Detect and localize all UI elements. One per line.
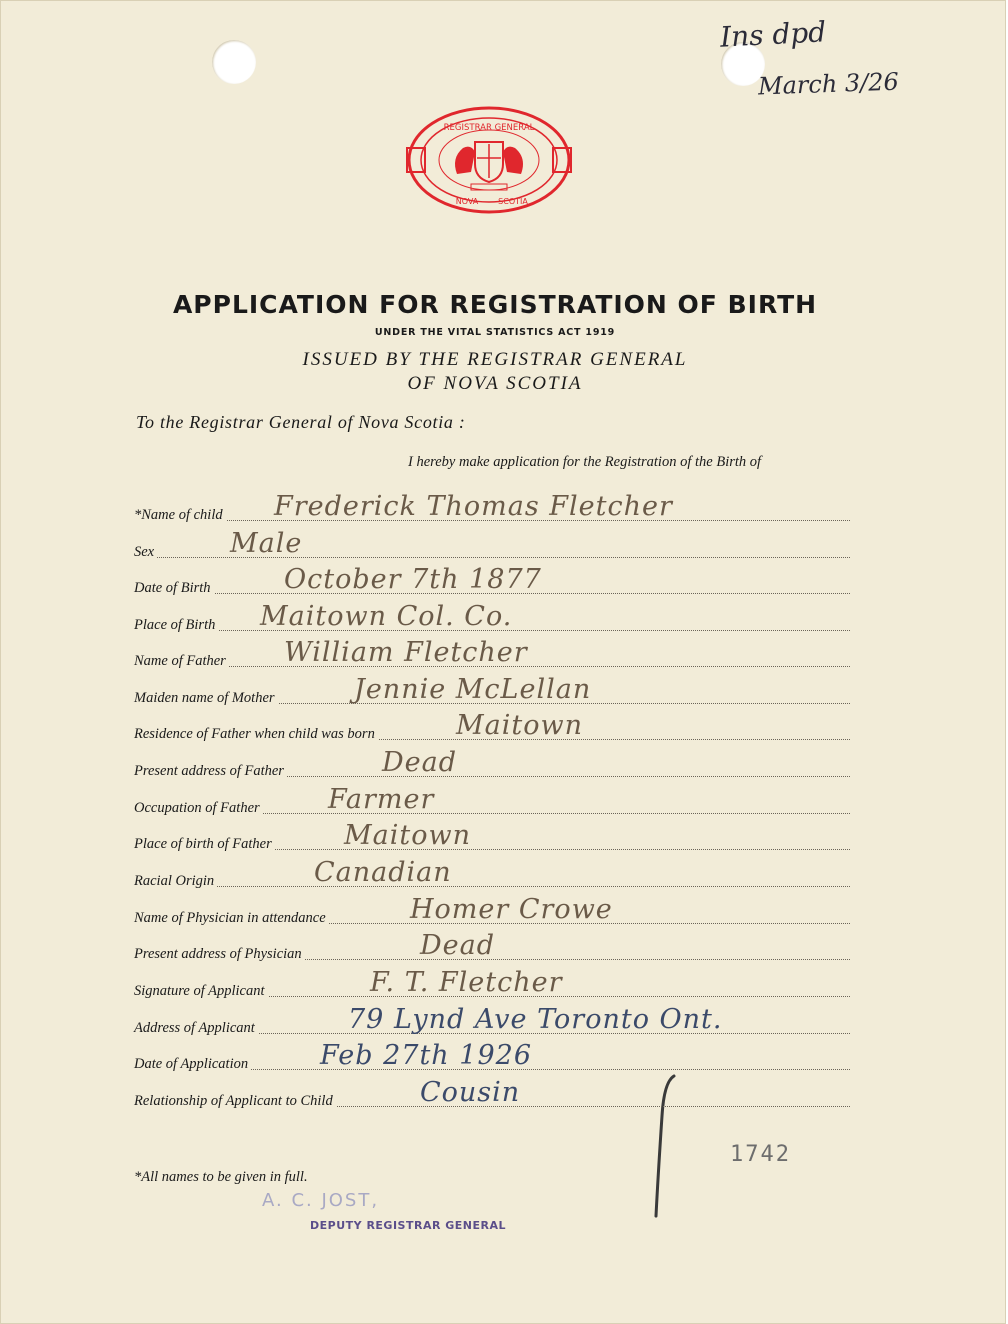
field-value-handwritten: October 7th 1877: [284, 564, 542, 595]
field-value-handwritten: 79 Lynd Ave Toronto Ont.: [348, 1004, 723, 1035]
field-value-handwritten: Feb 27th 1926: [320, 1040, 532, 1071]
field-value-handwritten: Frederick Thomas Fletcher: [274, 491, 673, 522]
issued-by: [150, 348, 840, 396]
field-label: Date of Birth: [134, 580, 214, 597]
field-value-handwritten: Dead: [382, 747, 458, 778]
field-row-address-of-applicant: [134, 1004, 850, 1037]
field-row-sex: [134, 528, 850, 561]
stamp-title: DEPUTY REGISTRAR GENERAL: [310, 1219, 507, 1232]
field-value-handwritten: William Fletcher: [284, 637, 528, 668]
seal-bottom-right-text: SCOTIA: [498, 197, 528, 206]
field-value-handwritten: Maitown: [344, 820, 471, 851]
field-value-handwritten: Male: [230, 528, 303, 559]
field-label: Relationship of Applicant to Child: [134, 1093, 336, 1110]
field-value-handwritten: Maitown Col. Co.: [260, 601, 513, 632]
field-dotted-line: [134, 886, 850, 887]
field-row-present-address-of-physician: [134, 930, 850, 963]
field-row-present-address-of-father: [134, 747, 850, 780]
field-label: Place of Birth: [134, 617, 218, 634]
field-value-handwritten: Maitown: [456, 710, 583, 741]
field-label: Occupation of Father: [134, 800, 263, 817]
field-value-handwritten: F. T. Fletcher: [370, 967, 563, 998]
field-value-handwritten: Farmer: [328, 784, 435, 815]
field-value-handwritten: Jennie McLellan: [354, 674, 592, 705]
field-row-occupation-of-father: [134, 784, 850, 817]
field-label: Address of Applicant: [134, 1020, 258, 1037]
field-row-relationship-of-applicant: [134, 1077, 850, 1110]
field-row-name-of-child: [134, 491, 850, 524]
field-label: Residence of Father when child was born: [134, 726, 378, 743]
seal-top-text: REGISTRAR GENERAL: [443, 123, 535, 133]
handwritten-corner-note-line2: March 3/26: [757, 67, 900, 101]
issued-by-line1: ISSUED BY THE REGISTRAR GENERAL: [302, 349, 688, 370]
field-value-handwritten: Canadian: [314, 857, 452, 888]
field-label: Present address of Physician: [134, 946, 305, 963]
field-label: Name of Physician in attendance: [134, 910, 329, 927]
intro-text: I hereby make application for the Registration of the Birth of: [408, 454, 762, 470]
registrar-general-seal-icon: [405, 104, 573, 216]
field-label: Place of birth of Father: [134, 836, 275, 853]
field-row-date-of-birth: [134, 564, 850, 597]
document-subtitle: UNDER THE VITAL STATISTICS ACT 1919: [374, 327, 616, 338]
field-label: *Name of child: [134, 507, 226, 524]
field-label: Sex: [134, 544, 157, 561]
pencil-stroke-mark: [644, 1072, 684, 1222]
field-row-name-of-father: [134, 637, 850, 670]
field-row-date-of-application: [134, 1040, 850, 1073]
field-label: Date of Application: [134, 1056, 251, 1073]
field-row-maiden-name-of-mother: [134, 674, 850, 707]
field-label: Maiden name of Mother: [134, 690, 278, 707]
stamp-name: A. C. JOST,: [262, 1190, 380, 1211]
field-value-handwritten: Homer Crowe: [410, 894, 613, 925]
field-row-residence-of-father: [134, 710, 850, 743]
punch-hole: [212, 40, 256, 84]
field-label: Racial Origin: [134, 873, 217, 890]
salutation: To the Registrar General of Nova Scotia :: [136, 412, 466, 432]
field-value-handwritten: Cousin: [420, 1077, 521, 1108]
document-title: APPLICATION FOR REGISTRATION OF BIRTH: [172, 290, 818, 319]
field-row-place-of-birth-of-father: [134, 820, 850, 853]
field-label: Name of Father: [134, 653, 229, 670]
field-row-place-of-birth: [134, 601, 850, 634]
handwritten-corner-note-line1: Ins dpd: [719, 15, 827, 54]
field-label: Present address of Father: [134, 763, 287, 780]
file-number-stamp: 1742: [730, 1142, 791, 1167]
field-row-racial-origin: [134, 857, 850, 890]
seal-bottom-left-text: NOVA: [455, 197, 479, 206]
field-value-handwritten: Dead: [420, 930, 496, 961]
field-row-name-of-physician: [134, 894, 850, 927]
field-label: Signature of Applicant: [134, 983, 268, 1000]
footnote: *All names to be given in full.: [134, 1169, 308, 1185]
issued-by-line2: OF NOVA SCOTIA: [407, 373, 583, 394]
field-row-signature-of-applicant: [134, 967, 850, 1000]
